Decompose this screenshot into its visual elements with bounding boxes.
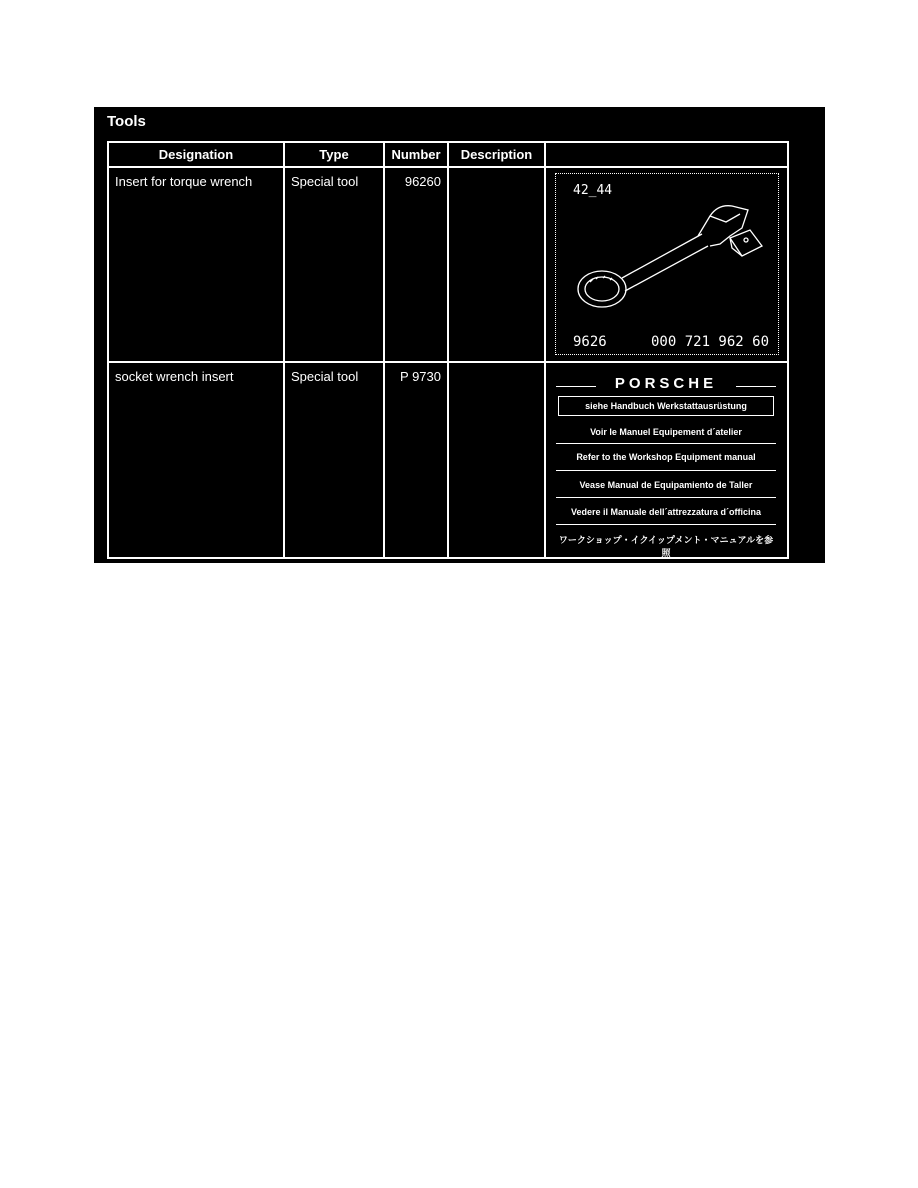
tool-illustration — [555, 173, 779, 355]
tools-panel — [94, 107, 825, 563]
table-row — [108, 167, 788, 362]
panel-title: Tools — [107, 113, 146, 130]
header-type: Type — [284, 142, 384, 167]
header-number: Number — [384, 142, 448, 167]
notice-line-fr: Voir le Manuel Equipement d´atelier — [590, 427, 742, 437]
cell-description — [448, 167, 545, 362]
notice-line-es: Vease Manual de Equipamiento de Taller — [579, 480, 753, 490]
tool-code-left: 9626 — [573, 334, 607, 350]
cell-number: 96260 — [384, 167, 448, 362]
cell-type: Special tool — [284, 362, 384, 558]
notice-line-ja: ワークショップ・イクイップメント・マニュアルを参照 — [558, 535, 774, 558]
notice-line-en: Refer to the Workshop Equipment manual — [576, 452, 756, 462]
divider — [556, 524, 776, 525]
notice-line-de: siehe Handbuch Werkstattausrüstung — [558, 396, 774, 416]
header-designation: Designation — [108, 142, 284, 167]
cell-type: Special tool — [284, 167, 384, 362]
cell-description — [448, 362, 545, 558]
header-description: Description — [448, 142, 545, 167]
cell-designation: socket wrench insert — [108, 362, 284, 558]
divider — [556, 470, 776, 471]
header-image — [545, 142, 788, 167]
header-row — [108, 142, 788, 167]
cell-designation: Insert for torque wrench — [108, 167, 284, 362]
cell-tool-image — [545, 167, 788, 362]
divider — [556, 497, 776, 498]
cell-number: P 9730 — [384, 362, 448, 558]
porsche-logo: PORSCHE — [614, 375, 718, 392]
ring-spanner-insert-icon — [570, 194, 770, 324]
tools-table — [107, 141, 789, 559]
divider — [556, 443, 776, 444]
tool-code-top: 42_44 — [573, 183, 613, 198]
brand-divider-right — [736, 386, 776, 387]
tool-code-right: 000 721 962 60 — [651, 334, 770, 350]
notice-line-it: Vedere il Manuale dell´attrezzatura d´officina — [570, 507, 762, 517]
table-row — [108, 362, 788, 558]
cell-workshop-notice — [545, 362, 788, 558]
